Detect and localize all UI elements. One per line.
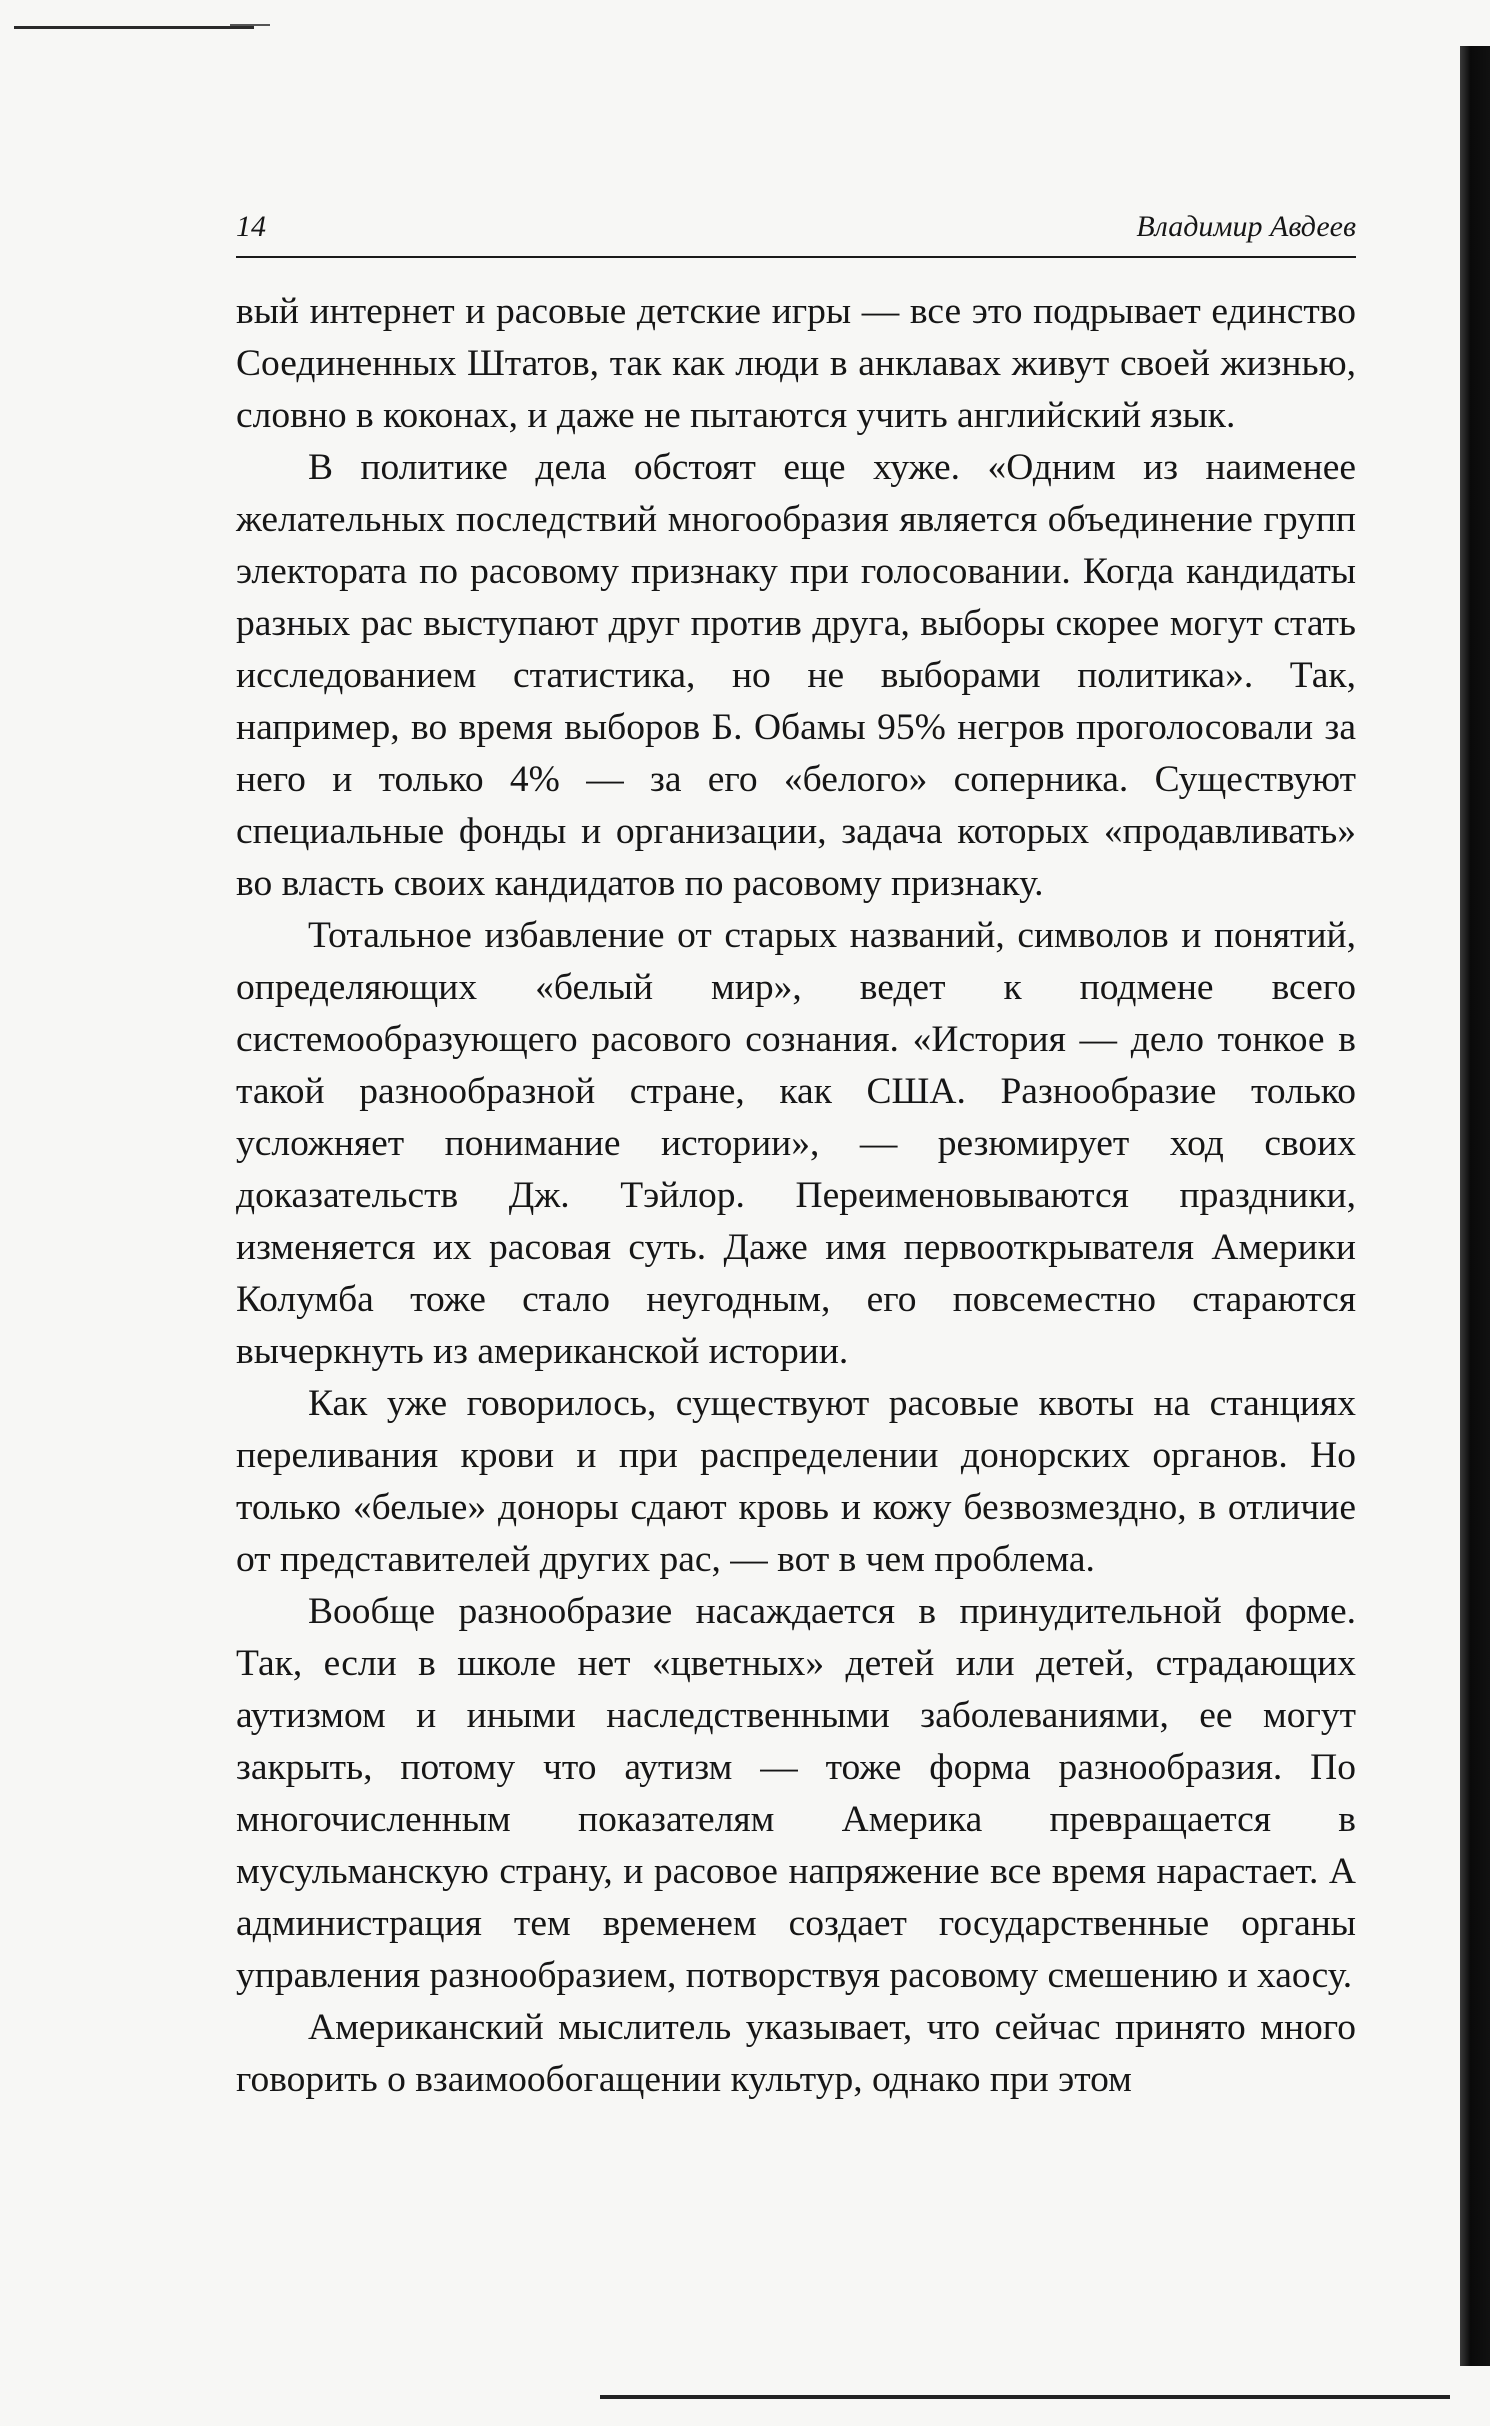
page-number: 14 [236, 210, 266, 243]
scan-edge-line-bottom [600, 2395, 1450, 2399]
page-text [236, 286, 1356, 2106]
paragraph: Как уже говорилось, существуют расовые квоты на станциях переливания крови и при распределении донорских органов. Но только «белые» доноры сдают кровь и кожу безвозмездно, в отличие от представителей других рас, — вот в чем проблема. [236, 1383, 1356, 1580]
book-spine-shadow [1460, 46, 1490, 2366]
paragraph: Тотальное избавление от старых названий, символов и понятий, определяющих «белый мир», ведет к подмене всего системообразующего расового сознания. «История — дело тонкое в такой разнообразной стране, как США. Разнообразие только усложняет понимание истории», — резюмирует ход своих доказательств Дж. Тэйлор. Переименовываются праздники, изменяется их расовая суть. Даже имя первооткрывателя Америки Колумба тоже стало неугодным, его повсеместно стараются вычеркнуть из американской истории. [236, 915, 1356, 1372]
page-header [236, 206, 1356, 258]
paragraph: Вообще разнообразие насаждается в принудительной форме. Так, если в школе нет «цветных» детей или детей, страдающих аутизмом и иными наследственными заболеваниями, ее могут закрыть, потому что аутизм — тоже форма разнообразия. По многочисленным показателям Америка превращается в мусульманскую страну, и расовое напряжение все время нарастает. А администрация тем временем создает государственные органы управления разнообразием, потворствуя расовому смешению и хаосу. [236, 1591, 1356, 1996]
paragraph-truncated: Американский мыслитель указывает, что сейчас принято много говорить о взаимообогащении культур, однако при этом [236, 2007, 1356, 2100]
paragraph-continued: вый интернет и расовые детские игры — все это подрывает единство Соединенных Штатов, так как люди в анклавах живут своей жизнью, словно в коконах, и даже не пытаются учить английский язык. [236, 291, 1356, 436]
scan-edge-line-top-fragment [230, 24, 270, 26]
scan-edge-line-top [14, 26, 254, 29]
paragraph: В политике дела обстоят еще хуже. «Одним из наименее желательных последствий многообразия является объединение групп электората по расовому признаку при голосовании. Когда кандидаты разных рас выступают друг против друга, выборы скорее могут стать исследованием статистика, но не выборами политика». Так, например, во время выборов Б. Обамы 95% негров проголосовали за него и только 4% — за его «белого» соперника. Существуют специальные фонды и организации, задача которых «продавливать» во власть своих кандидатов по расовому признаку. [236, 447, 1356, 904]
running-head-author: Владимир Авдеев [1136, 210, 1356, 243]
